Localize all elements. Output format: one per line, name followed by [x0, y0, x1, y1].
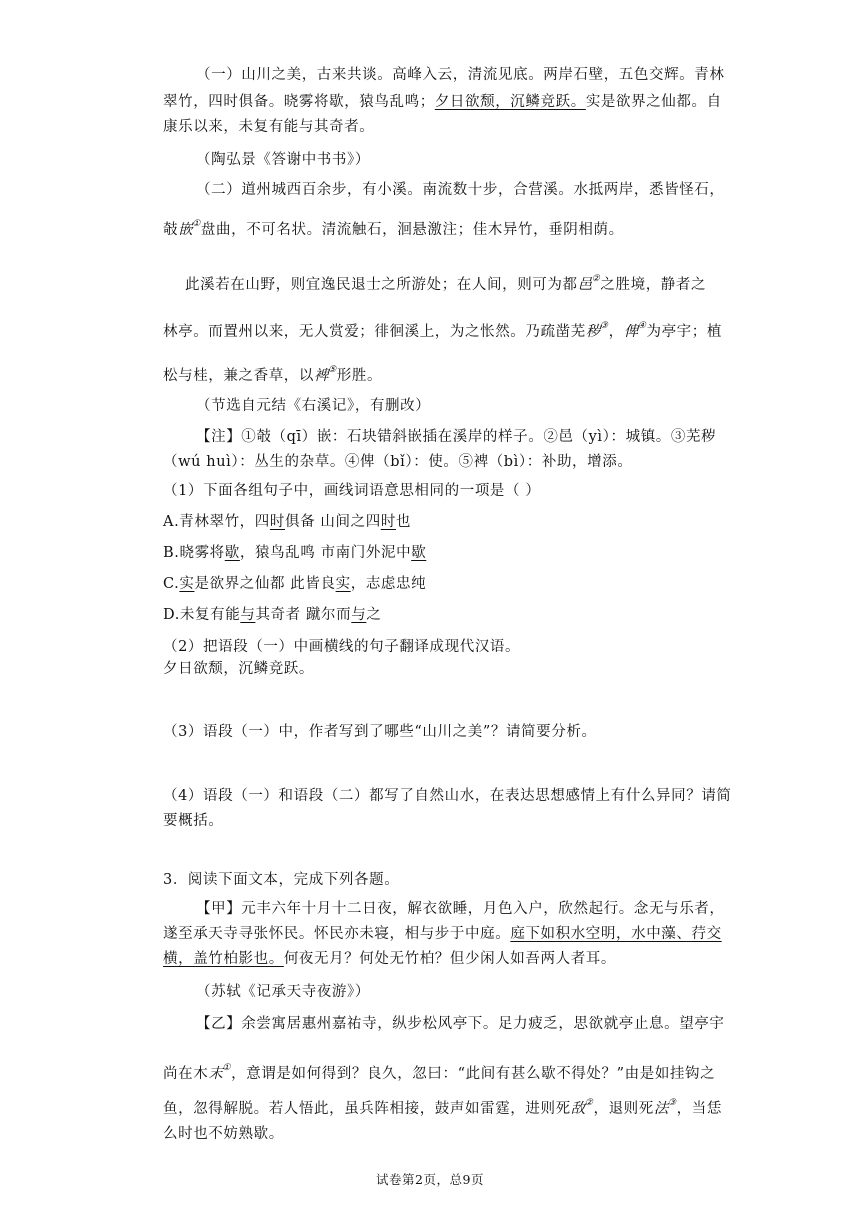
- page-footer: 试卷第2页，总9页: [376, 1172, 484, 1187]
- section3-yi-line4: 么时也不妨熟歇。: [163, 1126, 284, 1142]
- passage1-line3: 康乐以来，未复有能与其奇者。: [163, 119, 375, 135]
- passage2-line1: （二）道州城西百余步，有小溪。南流数十步，合营溪。水抵两岸，悉皆怪石，: [196, 182, 725, 198]
- question4-line2: 要概括。: [163, 813, 224, 829]
- section3-jia-line2: 遂至承天寺寻张怀民。怀民亦未寝，相与步于中庭。庭下如积水空明，水中藻、荇交: [163, 926, 722, 942]
- question2-sentence: 夕日欲颓，沉鳞竞跃。: [163, 661, 314, 677]
- question1-option-b: B.晓雾将歇，猿鸟乱鸣 市南门外泥中歇: [163, 545, 427, 561]
- underlined-sentence: 夕日欲颓，沉鳞竞跃。: [434, 94, 586, 110]
- section3-jia-line1: 【甲】元丰六年十月十二日夜，解衣欲睡，月色入户，欣然起行。念无与乐者，: [196, 901, 725, 917]
- note-line1: 【注】①攲（qī）嵌：石块错斜嵌插在溪岸的样子。②邑（yì）：城镇。③芜秽: [196, 429, 717, 445]
- passage2-line4: 林亭。而置州以来，无人赏爱；徘徊溪上，为之怅然。乃疏凿芜秽③，俾④为亭宇；植: [163, 321, 722, 340]
- passage1-line2: 翠竹，四时俱备。晓雾将歇，猿鸟乱鸣；夕日欲颓，沉鳞竞跃。实是欲界之仙都。自: [163, 94, 722, 110]
- question1-option-d: D.未复有能与其奇者 蹴尔而与之: [163, 607, 382, 623]
- question2-stem: （2）把语段（一）中画横线的句子翻译成现代汉语。: [163, 639, 521, 655]
- question1-option-a: A.青林翠竹，四时俱备 山间之四时也: [163, 514, 412, 530]
- question3-stem: （3）语段（一）中，作者写到了哪些“山川之美”？请简要分析。: [163, 724, 597, 740]
- section3-title: 3．阅读下面文本，完成下列各题。: [163, 872, 400, 888]
- section3-jia-line3: 横，盖竹柏影也。何夜无月？何处无竹柏？但少闲人如吾两人者耳。: [163, 951, 617, 967]
- question1-stem: （1）下面各组句子中，画线词语意思相同的一项是（ ）: [163, 483, 541, 499]
- note-line2: （wú huì）：丛生的杂草。④俾（bǐ）：使。⑤裨（bì）：补助，增添。: [163, 454, 633, 470]
- passage1-line1: （一）山川之美，古来共谈。高峰入云，清流见底。两岸石壁，五色交辉。青林: [196, 67, 725, 83]
- passage2-source: （节选自元结《右溪记》，有删改）: [196, 398, 431, 414]
- section3-yi-line1: 【乙】余尝寓居惠州嘉祐寺，纵步松风亭下。足力疲乏，思欲就亭止息。望亭宇: [196, 1016, 725, 1032]
- section3-yi-line2: 尚在木末①，意谓是如何得到？良久，忽曰：“此间有甚么歇不得处？”由是如挂钩之: [163, 1063, 716, 1082]
- question4-line1: （4）语段（一）和语段（二）都写了自然山水，在表达思想感情上有什么异同？请简: [163, 788, 732, 804]
- passage2-line5: 松与桂，兼之香草，以裨⑤形胜。: [163, 365, 383, 384]
- question1-option-c: C.实是欲界之仙都 此皆良实，志虑忠纯: [163, 576, 427, 592]
- section3-yi-line3: 鱼，忽得解脱。若人悟此，虽兵阵相接，鼓声如雷霆，进则死敌②，退则死法③，当恁: [163, 1098, 722, 1117]
- section3-jia-source: （苏轼《记承天寺夜游》）: [196, 984, 370, 1000]
- passage1-source: （陶弘景《答谢中书书》）: [196, 152, 370, 168]
- passage2-line2: 攲嵌①盘曲，不可名状。清流触石，洄悬激注；佳木异竹，垂阴相荫。: [163, 219, 624, 238]
- passage2-line3: 此溪若在山野，则宜逸民退士之所游处；在人间，则可为都邑②之胜境，静者之: [185, 274, 707, 293]
